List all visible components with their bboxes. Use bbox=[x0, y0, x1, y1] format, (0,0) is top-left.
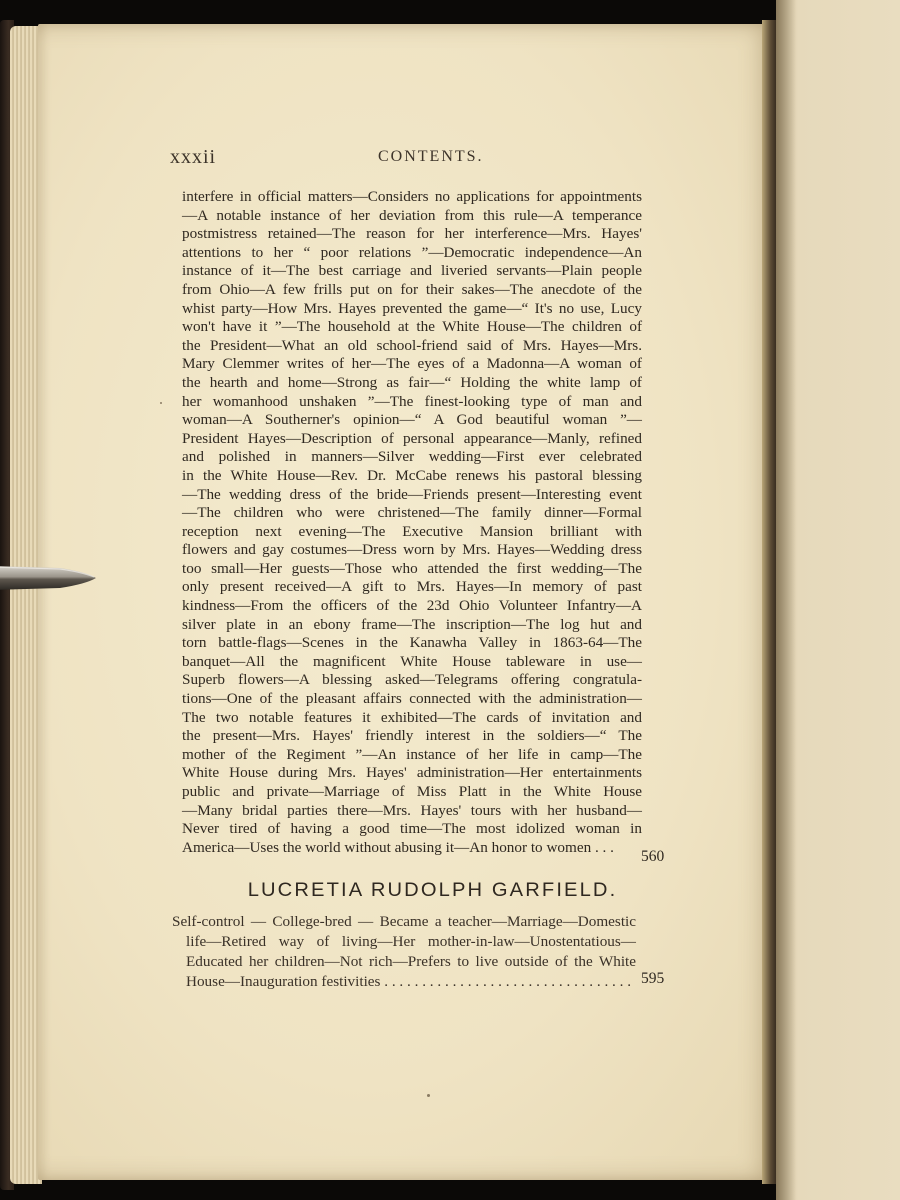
text-line: President Hayes—Description of personal appearance—Manly, refined bbox=[182, 429, 642, 447]
running-head bbox=[170, 146, 670, 170]
paper-speck bbox=[427, 1094, 430, 1097]
text-line: Mary Clemmer writes of her—The eyes of a Madonna—A woman of bbox=[182, 355, 642, 373]
contents-entry-text bbox=[182, 188, 642, 857]
text-line: banquet—All the magnificent White House tableware in use— bbox=[182, 652, 642, 670]
text-line: too small—Her guests—Those who attended the first wedding—The bbox=[182, 559, 642, 577]
text-line: mother of the Regiment ”—An instance of her life in camp—The bbox=[182, 745, 642, 763]
text-line: flowers and gay costumes—Dress worn by Mrs. Hayes—Wedding dress bbox=[182, 541, 642, 559]
text-line: House—Inauguration festivities . . . . . . . . . . . . . . . . . . . . . . . . . . . . . . . . . bbox=[186, 973, 632, 990]
text-line: postmistress retained—The reason for her interference—Mrs. Hayes' bbox=[182, 225, 642, 243]
entry-page-number: 560 bbox=[641, 848, 665, 865]
text-line: tions—One of the pleasant affairs connected with the administration— bbox=[182, 690, 642, 708]
text-line: whist party—How Mrs. Hayes prevented the game—“ It's no use, Lucy bbox=[182, 299, 642, 317]
running-head-title: CONTENTS. bbox=[378, 148, 484, 165]
text-line: —Many bridal parties there—Mrs. Hayes' tours with her husband— bbox=[182, 801, 642, 819]
text-line: the President—What an old school-friend said of Mrs. Hayes—Mrs. bbox=[182, 336, 642, 354]
text-line: silver plate in an ebony frame—The inscription—The log hut and bbox=[182, 615, 642, 633]
text-line: —The children who were christened—The family dinner—Formal bbox=[182, 504, 642, 522]
text-line: kindness—From the officers of the 23d Ohio Volunteer Infantry—A bbox=[182, 597, 642, 615]
text-line: woman—A Southerner's opinion—“ A God beautiful woman ”— bbox=[182, 411, 642, 429]
text-line: White House during Mrs. Hayes' administration—Her entertainments bbox=[182, 764, 642, 782]
text-line: Educated her children—Not rich—Prefers to live outside of the White bbox=[186, 953, 636, 970]
text-line: in the White House—Rev. Dr. McCabe renews his pastoral blessing bbox=[182, 466, 642, 484]
text-line: torn battle-flags—Scenes in the Kanawha Valley in 1863-64—The bbox=[182, 634, 642, 652]
text-line: Self-control — College-bred — Became a teacher—Marriage—Domestic bbox=[172, 913, 636, 930]
text-line: instance of it—The best carriage and liveried servants—Plain people bbox=[182, 262, 642, 280]
section-summary-text bbox=[172, 912, 636, 992]
text-line: only present received—A gift to Mrs. Hayes—In memory of past bbox=[182, 578, 642, 596]
paper-speck bbox=[160, 402, 162, 404]
letter-opener-blade bbox=[0, 558, 98, 598]
section-page-number: 595 bbox=[641, 970, 665, 987]
text-line: her womanhood unshaken ”—The finest-looking type of man and bbox=[182, 392, 642, 410]
facing-page-shadow bbox=[776, 0, 796, 1200]
text-line: —A notable instance of her deviation from this rule—A temperance bbox=[182, 206, 642, 224]
text-line: Superb flowers—A blessing asked—Telegrams offering congratula- bbox=[182, 671, 642, 689]
text-line: public and private—Marriage of Miss Platt in the White House bbox=[182, 783, 642, 800]
text-line: reception next evening—The Executive Mansion brilliant with bbox=[182, 522, 642, 540]
section-heading: LUCRETIA RUDOLPH GARFIELD. bbox=[247, 880, 618, 901]
text-line: America—Uses the world without abusing it—An honor to women . . . bbox=[182, 838, 614, 856]
text-line: the present—Mrs. Hayes' friendly interest in the soldiers—“ The bbox=[182, 727, 642, 745]
page-folio: xxxii bbox=[170, 146, 217, 168]
text-line: interfere in official matters—Considers no applications for appointments bbox=[182, 188, 642, 205]
text-line: The two notable features it exhibited—The cards of invitation and bbox=[182, 708, 642, 726]
text-line: Never tired of having a good time—The most idolized woman in bbox=[182, 820, 642, 838]
text-line: life—Retired way of living—Her mother-in-law—Unostentatious— bbox=[186, 933, 636, 950]
text-line: attentions to her “ poor relations ”—Democratic independence—An bbox=[182, 243, 642, 261]
text-line: won't have it ”—The household at the White House—The children of bbox=[182, 318, 642, 336]
text-line: the hearth and home—Strong as fair—“ Holding the white lamp of bbox=[182, 373, 642, 391]
text-line: —The wedding dress of the bride—Friends present—Interesting event bbox=[182, 485, 642, 503]
text-line: and polished in manners—Silver wedding—First ever celebrated bbox=[182, 448, 642, 466]
text-line: from Ohio—A few frills put on for their sakes—The anecdote of the bbox=[182, 280, 642, 298]
